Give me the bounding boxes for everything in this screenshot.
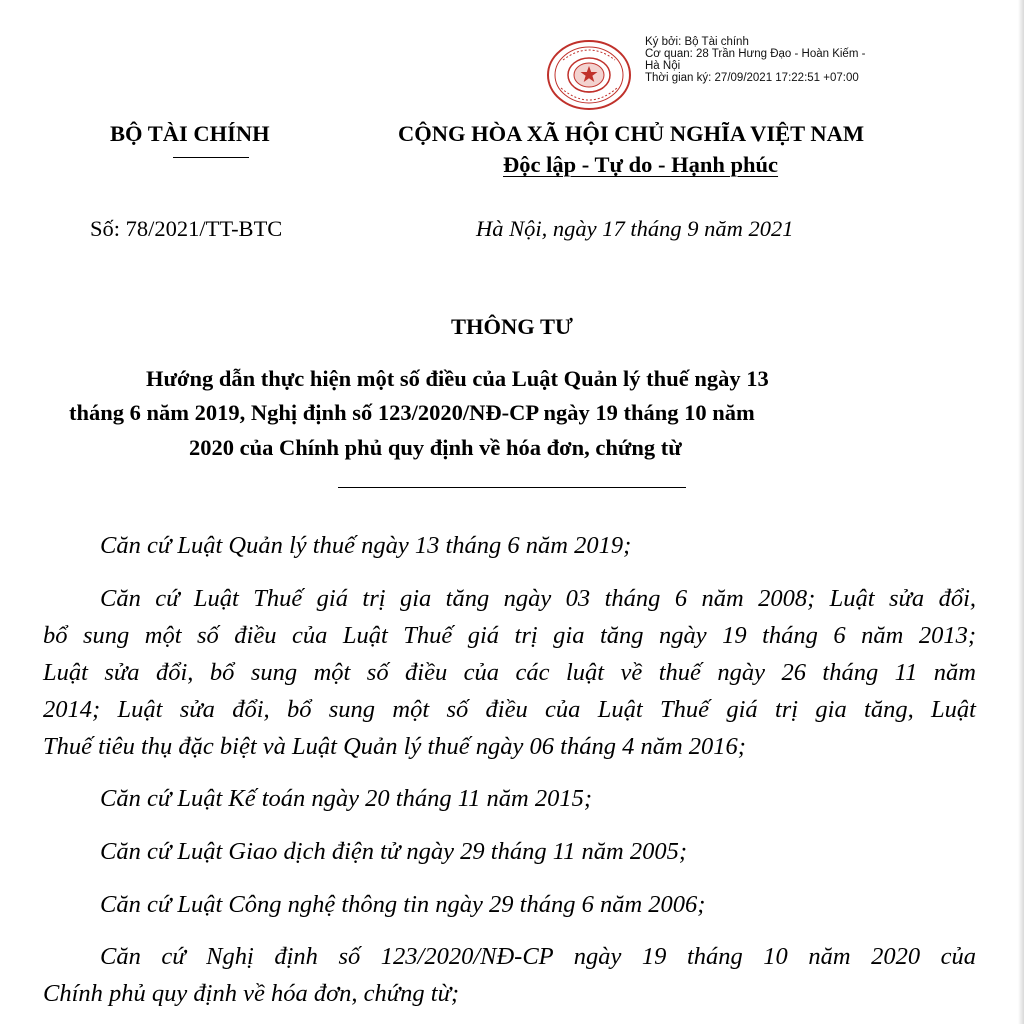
legal-basis-line: bổ sung một số điều của Luật Thuế giá trị gia tăng ngày 19 tháng 6 năm 2013;: [43, 622, 976, 649]
signing-time: Thời gian ký: 27/09/2021 17:22:51 +07:00: [645, 72, 859, 84]
digital-signature-info: [645, 36, 945, 84]
legal-basis-line: 2014; Luật sửa đổi, bổ sung một số điều của Luật Thuế giá trị gia tăng, Luật: [43, 696, 976, 723]
national-motto: Độc lập - Tự do - Hạnh phúc: [503, 152, 779, 177]
legal-basis-line: Chính phủ quy định về hóa đơn, chứng từ;: [43, 980, 460, 1007]
subject-line-3: 2020 của Chính phủ quy định về hóa đơn, chứng từ: [189, 435, 682, 460]
legal-basis-line: Căn cứ Luật Quản lý thuế ngày 13 tháng 6 năm 2019;: [100, 532, 632, 559]
signing-office-line-1: Cơ quan: 28 Trần Hưng Đạo - Hoàn Kiếm -: [645, 48, 866, 60]
legal-basis-line: Luật sửa đổi, bổ sung một số điều của các luật về thuế ngày 26 tháng 11 năm: [43, 659, 976, 686]
agency-underline: [173, 157, 249, 158]
title-divider: [338, 487, 686, 488]
document-number: Số: 78/2021/TT-BTC: [90, 216, 283, 241]
signed-by: Ký bởi: Bộ Tài chính: [645, 36, 749, 48]
place-and-date: Hà Nội, ngày 17 tháng 9 năm 2021: [476, 216, 794, 241]
subject-line-1: Hướng dẫn thực hiện một số điều của Luật Quản lý thuế ngày 13: [146, 366, 769, 391]
document-type-heading: THÔNG TƯ: [451, 314, 573, 339]
ministry-seal-icon: [545, 38, 633, 112]
legal-basis-line: Căn cứ Luật Giao dịch điện tử ngày 29 tháng 11 năm 2005;: [100, 838, 688, 865]
national-title: CỘNG HÒA XÃ HỘI CHỦ NGHĨA VIỆT NAM: [398, 121, 865, 146]
subject-line-2: tháng 6 năm 2019, Nghị định số 123/2020/NĐ-CP ngày 19 tháng 10 năm: [69, 400, 755, 425]
legal-basis-line: Căn cứ Luật Kế toán ngày 20 tháng 11 năm 2015;: [100, 785, 592, 812]
page-edge-shadow: [1018, 0, 1024, 1024]
legal-basis-line: Căn cứ Luật Công nghệ thông tin ngày 29 tháng 6 năm 2006;: [100, 891, 706, 918]
signing-office-line-2: Hà Nội: [645, 60, 681, 72]
legal-basis-line: Căn cứ Nghị định số 123/2020/NĐ-CP ngày 19 tháng 10 năm 2020 của: [100, 943, 976, 970]
issuing-agency: BỘ TÀI CHÍNH: [110, 121, 270, 146]
legal-basis-line: Thuế tiêu thụ đặc biệt và Luật Quản lý thuế ngày 06 tháng 4 năm 2016;: [43, 733, 746, 760]
legal-basis-line: Căn cứ Luật Thuế giá trị gia tăng ngày 03 tháng 6 năm 2008; Luật sửa đổi,: [100, 585, 976, 612]
